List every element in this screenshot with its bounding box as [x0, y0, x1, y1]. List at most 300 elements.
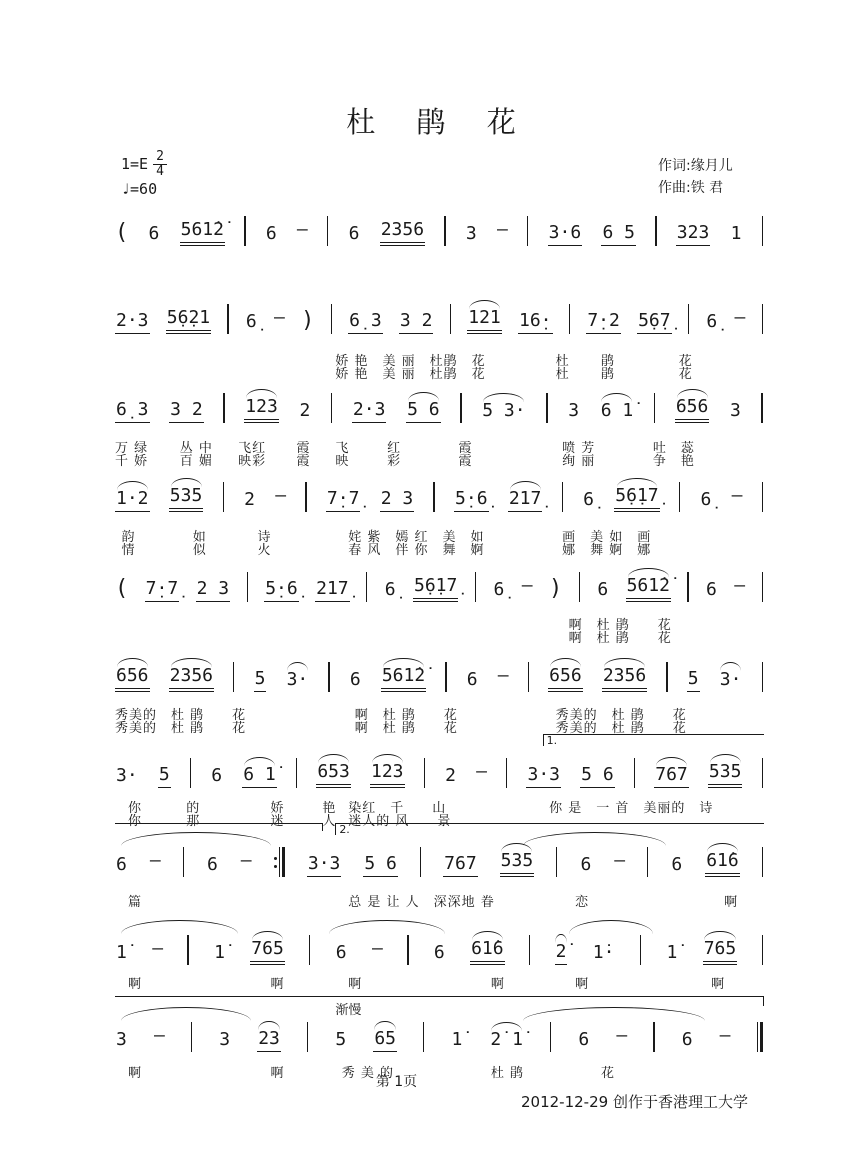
- note-group: 217̣: [508, 490, 543, 512]
- lyric-segment: 万 绿: [115, 441, 149, 456]
- note-group: 656: [675, 398, 710, 423]
- note-group: 6̣ 3: [115, 401, 150, 423]
- measure-row: [115, 931, 763, 965]
- note-group: 561̇2̇: [626, 577, 671, 602]
- barline: [433, 482, 434, 512]
- barline: [307, 1022, 308, 1052]
- lyrics-row: [115, 437, 763, 456]
- note-group: 656: [548, 667, 583, 692]
- lyric-segment: 花: [678, 354, 693, 369]
- barline: [309, 935, 310, 965]
- lyric-segment: 啊: [127, 1066, 142, 1081]
- duration-dash: –: [497, 219, 508, 240]
- volta-continuation-line: [115, 823, 323, 831]
- lyric-segment: 霞: [296, 454, 311, 469]
- lyric-segment: 啊 杜 鹃 花: [568, 618, 672, 633]
- note-group: 6: [265, 223, 277, 244]
- note-group: 561̇2̇: [180, 221, 225, 246]
- repeat-dot: [274, 865, 277, 868]
- note-group: 6: [349, 669, 361, 690]
- note-group: 6̣: [700, 489, 712, 510]
- duration-dash: –: [614, 850, 626, 871]
- note-group: 3: [729, 400, 741, 421]
- duration-dash: –: [152, 938, 164, 959]
- lyric-segment: 绚 丽: [562, 454, 596, 469]
- duration-dash: –: [734, 307, 746, 328]
- note-group: 65: [373, 1030, 397, 1052]
- score-line: [115, 568, 763, 650]
- time-upper: 2: [153, 150, 167, 165]
- barline: [762, 304, 763, 334]
- note-group: 6: [206, 854, 218, 875]
- lyrics-row: [115, 891, 763, 910]
- lyric-segment: 丛 中: [179, 441, 213, 456]
- measure-row: [115, 754, 763, 788]
- lyric-segment: 秀美的 杜 鹃 花: [115, 708, 247, 723]
- lyric-segment: 映: [335, 454, 350, 469]
- barline: [634, 758, 635, 788]
- barline: [762, 935, 763, 965]
- score-line: [115, 389, 763, 471]
- lyric-segment: 情: [121, 543, 136, 558]
- phrase-paren: ): [301, 308, 315, 333]
- note-group: 5̣·6̣: [264, 580, 299, 602]
- barline: [550, 1022, 551, 1052]
- phrase-paren: (: [115, 220, 129, 245]
- lyrics-row: [115, 363, 763, 382]
- phrase-paren: ): [548, 576, 563, 601]
- barline: [640, 935, 641, 965]
- note-group: 1̇: [451, 1029, 463, 1050]
- lyrics-row: [115, 810, 763, 829]
- measure-row: [115, 843, 763, 877]
- note-group: 767: [443, 855, 478, 877]
- barline: [247, 572, 248, 602]
- lyric-segment: 吐 蕊: [652, 441, 695, 456]
- lyric-segment: 鹃: [601, 367, 616, 382]
- barline: [190, 758, 191, 788]
- barline: [569, 304, 570, 334]
- lyrics-row: [115, 627, 763, 646]
- note-group: 2356: [169, 667, 214, 692]
- lyric-segment: 啊: [711, 977, 726, 992]
- lyric-segment: 彩: [387, 454, 402, 469]
- duration-dash: –: [149, 850, 161, 871]
- note-group: 5̣·6̣: [454, 490, 489, 512]
- note-group: 3·: [719, 669, 742, 690]
- lyric-segment: 画 美 如 画: [562, 530, 652, 545]
- note-group: 6̣: [706, 311, 718, 332]
- note-group: 535: [169, 487, 204, 512]
- note-group: 6̣ 3: [348, 312, 383, 334]
- lyric-segment: 迷: [270, 814, 285, 829]
- composer-credit: 作曲:铁 君: [658, 179, 724, 196]
- score-line: [115, 300, 763, 382]
- lyric-segment: 染红 千 山: [348, 801, 447, 816]
- note-group: 61̇6: [470, 940, 505, 965]
- duration-dash: –: [719, 1025, 731, 1046]
- lyric-segment: 红: [387, 441, 402, 456]
- barline: [687, 572, 688, 602]
- note-group: 1·2: [115, 490, 150, 512]
- note-group: 323: [676, 224, 711, 246]
- note-group: 3: [568, 400, 580, 421]
- note-group: 23: [257, 1030, 281, 1052]
- note-group: 3·: [286, 669, 309, 690]
- score-line: [115, 823, 763, 925]
- lyric-segment: 啊: [575, 977, 590, 992]
- volta-label: 1.: [546, 734, 558, 747]
- lyric-segment: 啊: [270, 977, 285, 992]
- duration-dash: –: [497, 665, 509, 686]
- final-barline: [757, 1022, 763, 1052]
- time-lower: 4: [156, 163, 164, 179]
- barline: [331, 393, 332, 423]
- barline: [506, 758, 507, 788]
- lyric-segment: 春 风 伴 你 舞 婀: [348, 543, 485, 558]
- note-group: 5̣6̣17̣: [413, 577, 458, 602]
- note-group: 3 2: [399, 312, 434, 334]
- lyrics-row: [115, 973, 763, 992]
- measure-row: [115, 568, 763, 602]
- note-group: 6 1̇: [600, 400, 634, 421]
- lyricist-credit: 作词:缘月儿: [658, 158, 733, 174]
- lyric-segment: 啊: [490, 977, 505, 992]
- note-group: 2: [299, 400, 311, 421]
- barline: [423, 1022, 424, 1052]
- note-group: 6 1̇: [242, 766, 277, 788]
- note-group: 5 6: [363, 855, 398, 877]
- barline: [420, 847, 421, 877]
- note-group: 6̣: [245, 311, 257, 332]
- lyric-segment: 你 是 一 首 美丽的 诗: [549, 801, 714, 816]
- barline: [556, 847, 557, 877]
- note-group: 6: [597, 579, 609, 600]
- creation-credit: 2012-12-29 创作于香港理工大学: [521, 1093, 748, 1111]
- lyric-segment: 娇: [270, 801, 285, 816]
- duration-dash: –: [616, 1025, 628, 1046]
- repeat-bar-thick: [282, 847, 285, 877]
- note-group: 6: [211, 765, 223, 786]
- lyric-segment: 娜 舞 婀 娜: [562, 543, 652, 558]
- barline: [460, 393, 461, 423]
- note-group: 123: [370, 763, 405, 788]
- lyric-segment: 花: [601, 1066, 616, 1081]
- note-group: 1: [730, 223, 742, 244]
- lyric-segment: 姹 紫 嫣 红 美 如: [348, 530, 485, 545]
- lyric-segment: 喷 芳: [562, 441, 596, 456]
- barline: [327, 216, 328, 246]
- lyric-segment: 你: [127, 814, 142, 829]
- measure-row: [115, 1018, 763, 1052]
- note-group: 2 3: [380, 490, 415, 512]
- note-group: 5 6: [580, 766, 615, 788]
- note-group: 5̣6̣17̣: [614, 487, 659, 512]
- note-group: 7̣·7̣: [145, 580, 180, 602]
- lyric-segment: 人: [322, 814, 337, 829]
- note-group: 6: [578, 1029, 590, 1050]
- barline: [244, 216, 245, 246]
- repeat-dot: [274, 857, 277, 860]
- lyric-segment: 杜 鹃: [490, 1066, 524, 1081]
- volta-continuation-line: [115, 996, 764, 1006]
- note-group: 6̣: [583, 489, 594, 510]
- barline: [529, 935, 530, 965]
- note-group: 61̇6: [705, 852, 740, 877]
- note-group: 2·3: [115, 312, 150, 334]
- lyric-segment: 啊 杜 鹃 花: [354, 721, 458, 736]
- note-group: 765: [250, 940, 285, 965]
- lyric-segment: 恋: [575, 895, 590, 910]
- lyric-segment: 霞: [458, 441, 473, 456]
- final-barline-thin: [757, 1022, 758, 1052]
- barline: [407, 935, 408, 965]
- note-group: 3·: [116, 765, 138, 786]
- note-group: 7̣·7̣: [326, 490, 361, 512]
- score-line: [115, 212, 763, 294]
- lyric-segment: 啊: [270, 1066, 285, 1081]
- barline: [762, 482, 763, 512]
- lyric-segment: 如: [192, 530, 207, 545]
- note-group: 217̣: [315, 580, 350, 602]
- barline: [183, 847, 184, 877]
- duration-dash: –: [734, 575, 746, 596]
- note-group: 765: [703, 940, 738, 965]
- note-group: 5̣6̣21: [166, 309, 211, 334]
- note-group: 3 2: [169, 401, 204, 423]
- duration-dash: –: [476, 761, 487, 782]
- barline: [444, 216, 445, 246]
- key-label: 1=E: [121, 155, 149, 174]
- rallentando-mark: 渐慢: [335, 1003, 362, 1018]
- note-group: 535: [708, 763, 743, 788]
- page-number: 第 1页: [375, 1074, 418, 1090]
- lyric-segment: 秀美的 杜 鹃 花: [555, 721, 687, 736]
- barline: [475, 572, 476, 602]
- barline: [328, 662, 329, 692]
- tempo-value: =60: [130, 180, 158, 199]
- note-group: 121: [467, 309, 502, 334]
- barline: [191, 1022, 192, 1052]
- note-group: 6: [706, 579, 717, 600]
- barline: [187, 935, 188, 965]
- note-group: 2: [244, 489, 255, 510]
- note-group: 123: [244, 398, 279, 423]
- measure-row: [115, 300, 763, 334]
- barline: [579, 572, 580, 602]
- lyric-segment: 杜: [555, 367, 570, 382]
- note-group: 5̣6̣7̣: [637, 312, 672, 334]
- lyric-segment: 鹃: [601, 354, 616, 369]
- note-group: 6: [335, 942, 347, 963]
- barline: [527, 216, 528, 246]
- note-group: 656: [115, 667, 150, 692]
- duration-dash: –: [240, 850, 252, 871]
- lyric-segment: 啊: [724, 895, 739, 910]
- note-group: 6̣: [384, 579, 396, 600]
- note-group: 5: [687, 670, 700, 692]
- note-group: 2·3: [352, 401, 387, 423]
- note-group: 2: [445, 765, 456, 786]
- score-line: [115, 478, 763, 560]
- lyric-segment: 啊: [127, 977, 142, 992]
- lyric-segment: 篇: [127, 895, 142, 910]
- note-group: 3·6: [548, 224, 583, 246]
- lyric-segment: 啊: [348, 977, 363, 992]
- lyrics-row: [115, 526, 763, 545]
- barline: [654, 393, 655, 423]
- song-title: 杜 鹃 花: [346, 105, 532, 139]
- barline: [331, 304, 332, 334]
- barline: [227, 304, 228, 334]
- lyric-segment: 杜: [555, 354, 570, 369]
- barline: [223, 482, 224, 512]
- lyric-segment: 秀美的 杜 鹃 花: [555, 708, 687, 723]
- note-group: 3·3: [526, 766, 561, 788]
- note-group: 6: [433, 942, 445, 963]
- measure-row: [115, 658, 763, 692]
- note-group: 3: [219, 1029, 231, 1050]
- lyric-segment: 秀 美 的: [341, 1066, 395, 1081]
- note-group: 16̣·: [518, 312, 553, 334]
- duration-dash: –: [153, 1025, 165, 1046]
- duration-dash: –: [274, 307, 285, 328]
- lyric-segment: 秀美的 杜 鹃 花: [115, 721, 247, 736]
- barline: [296, 758, 297, 788]
- lyric-segment: 诗: [257, 530, 272, 545]
- barline: [762, 662, 763, 692]
- tempo-marking: [121, 180, 167, 198]
- lyric-segment: 映彩: [238, 454, 267, 469]
- quarter-note-icon: ♩: [121, 180, 131, 199]
- barline: [546, 393, 547, 423]
- barline: [762, 758, 763, 788]
- barline: [688, 304, 689, 334]
- note-group: 1̇: [116, 942, 127, 963]
- barline: [562, 482, 563, 512]
- volta-bracket: [543, 734, 764, 746]
- lyrics-row: [115, 797, 763, 816]
- note-group: 2356: [602, 667, 647, 692]
- note-group: 2356: [380, 221, 425, 246]
- lyric-segment: 千 娇: [115, 454, 149, 469]
- duration-dash: –: [731, 485, 743, 506]
- note-group: 535: [500, 852, 535, 877]
- score-line: [115, 658, 763, 740]
- barline: [762, 216, 763, 246]
- lyric-segment: 娇 艳 美 丽 杜鹃 花: [335, 354, 486, 369]
- note-group: 7̣·2: [586, 312, 621, 334]
- lyrics-row: [115, 539, 763, 558]
- time-signature: [153, 150, 167, 178]
- note-group: 6: [116, 854, 127, 875]
- note-group: 5: [158, 766, 171, 788]
- note-group: 5 6: [406, 401, 441, 423]
- lyric-segment: 艳: [322, 801, 337, 816]
- duration-dash: –: [521, 575, 533, 596]
- lyric-segment: 总 是 让 人 深深地 眷: [348, 895, 495, 910]
- lyric-segment: 啊 杜 鹃 花: [568, 631, 672, 646]
- duration-dash: –: [275, 485, 287, 506]
- lyric-segment: 迷人的 风 景: [348, 814, 452, 829]
- note-group: 5: [254, 670, 267, 692]
- note-group: 561̇2̇: [381, 667, 426, 692]
- note-group: 1̇: [666, 942, 678, 963]
- note-group: 6: [466, 669, 478, 690]
- note-group: 653: [316, 763, 351, 788]
- barline: [655, 216, 656, 246]
- lyric-segment: 飞红: [238, 441, 267, 456]
- note-group: 6 5: [601, 224, 636, 246]
- lyrics-row: [115, 614, 763, 633]
- barline: [445, 662, 446, 692]
- note-group: 3: [465, 223, 477, 244]
- note-group: 5 3·: [482, 400, 526, 421]
- credits: [658, 156, 733, 199]
- lyric-segment: 飞: [335, 441, 350, 456]
- lyric-segment: 你: [127, 801, 142, 816]
- barline: [223, 393, 224, 423]
- note-group: 5: [335, 1029, 347, 1050]
- lyric-segment: 百 媚: [179, 454, 213, 469]
- lyric-segment: 韵: [121, 530, 136, 545]
- barline: [762, 572, 763, 602]
- lyric-segment: 那: [186, 814, 201, 829]
- note-group: 767: [654, 766, 689, 788]
- note-group: 1̇: [214, 942, 225, 963]
- barline: [762, 847, 763, 877]
- volta-bracket: [335, 823, 764, 835]
- note-group: 6: [681, 1029, 693, 1050]
- lyric-segment: 啊 杜 鹃 花: [354, 708, 458, 723]
- note-group: 6: [671, 854, 683, 875]
- duration-dash: –: [372, 938, 383, 959]
- lyric-segment: 火: [257, 543, 272, 558]
- note-group: 6: [148, 223, 160, 244]
- repeat-bar-thin: [279, 847, 280, 877]
- lyric-segment: 霞: [458, 454, 473, 469]
- barline: [679, 482, 680, 512]
- barline: [653, 1022, 654, 1052]
- note-group: 6: [348, 223, 360, 244]
- lyrics-row: [115, 717, 763, 736]
- phrase-paren: (: [115, 576, 129, 601]
- key-signature-block: [121, 150, 167, 198]
- lyrics-row: [115, 704, 763, 723]
- lyric-segment: 的: [186, 801, 201, 816]
- barline: [666, 662, 667, 692]
- barline: [233, 662, 234, 692]
- barline: [450, 304, 451, 334]
- note-group: 6: [580, 854, 592, 875]
- repeat-sign: [274, 847, 285, 877]
- volta-label: 2.: [339, 823, 350, 836]
- barline: [305, 482, 306, 512]
- note-group: 6̣: [493, 579, 505, 600]
- note-group: 3·3: [307, 855, 342, 877]
- measure-row: [115, 389, 763, 423]
- lyric-segment: 似: [192, 543, 207, 558]
- measure-row: [115, 478, 763, 512]
- note-group: 2̇ 1̇: [490, 1029, 523, 1050]
- final-barline-thick: [760, 1022, 763, 1052]
- lyrics-row: [115, 450, 763, 469]
- lyric-segment: 娇 艳 美 丽 杜鹃 花: [335, 367, 486, 382]
- barline: [528, 662, 529, 692]
- barline: [366, 572, 367, 602]
- duration-dash: –: [296, 219, 308, 240]
- note-group: 2̇: [555, 943, 568, 965]
